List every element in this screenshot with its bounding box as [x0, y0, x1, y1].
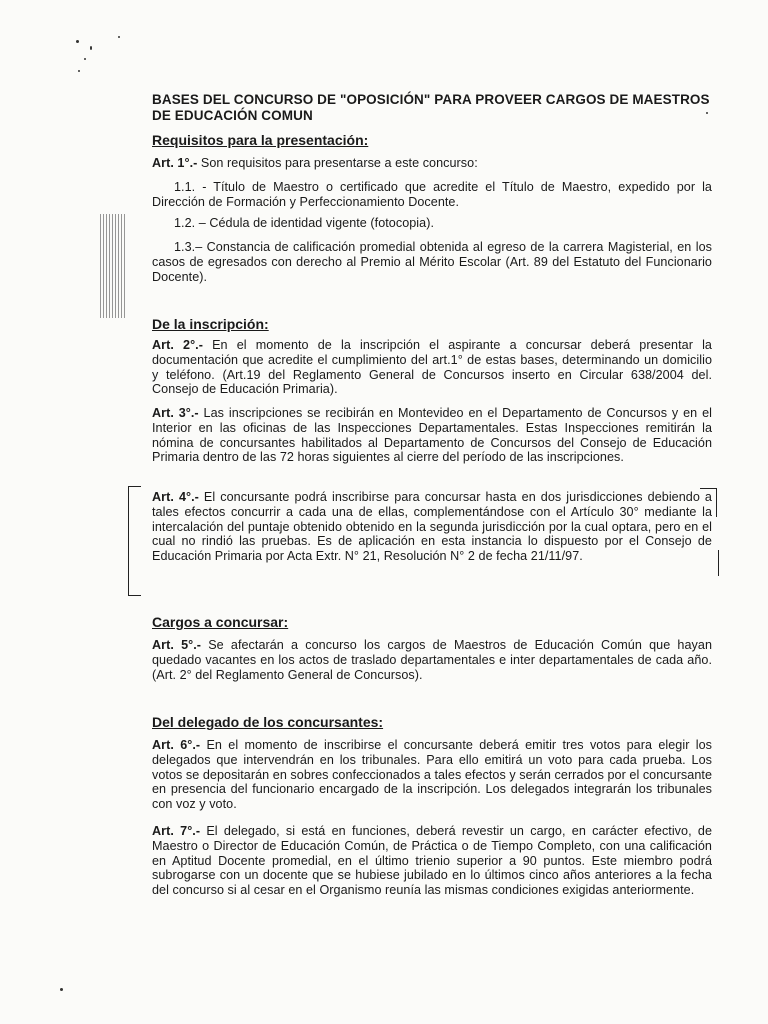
section-heading-delegado: Del delegado de los concursantes: [152, 714, 384, 730]
requirement-1-3: 1.3.– Constancia de calificación promedial obtenida al egreso de la carrera Magisterial, en los casos de egresados con derecho al Premio al Mérito Escolar (Art. 89 del Estatuto del Funcionario Docente). [152, 240, 712, 284]
article-2 [152, 338, 712, 397]
article-1-text: Son requisitos para presentarse a este concurso: [197, 156, 478, 170]
section-heading-cargos: Cargos a concursar: [152, 614, 289, 630]
article-7-text: El delegado, si está en funciones, deberá revestir un cargo, en carácter efectivo, de Maestro o Director de Educación Común, de Práctica o de Tiempo Completo, con una calificación en Aptitud Docente promedial, en el último trienio superior a 90 puntos. Este miembro podrá subrogarse con un docente que se hubiese jubilado en lo últimos cinco años anteriores a la fecha del concurso si al cesar en el Organismo reunía las mismas condiciones exigidas anteriormente. [152, 824, 712, 898]
binding-marks [100, 214, 126, 318]
article-5-label: Art. 5°.- [152, 638, 202, 652]
article-4-label: Art. 4°.- [152, 490, 199, 504]
article-3-text: Las inscripciones se recibirán en Montevideo en el Departamento de Concursos y en el Interior en las oficinas de las Inspecciones Departamentales. Estas Inspecciones remitirán la nómina de concursantes habilitados al Departamento de Concursos del Consejo de Educación Primaria dentro de las 72 horas siguientes al cierre del período de las inscripciones. [152, 406, 712, 465]
requirement-1-2: 1.2. – Cédula de identidad vigente (fotocopia). [174, 216, 434, 230]
article-1-label: Art. 1°.- [152, 156, 198, 170]
article-3 [152, 406, 712, 465]
handwritten-bracket-right [700, 488, 717, 517]
document-title: BASES DEL CONCURSO DE "OPOSICIÓN" PARA PROVEER CARGOS DE MAESTROS DE EDUCACIÓN COMUN [152, 92, 710, 123]
article-3-label: Art. 3°.- [152, 406, 199, 420]
article-6 [152, 738, 712, 812]
article-4-text: El concursante podrá inscribirse para concursar hasta en dos jurisdicciones debiendo a tales efectos concurrir a cada una de ellas, complementándose con el Artículo 30° mediante la intercalación del puntaje obtenido obtenido en la segunda jurisdicción por la cual optara, pero en el cual no rindió las pruebas. Es de aplicación en esta instancia lo dispuesto por el Consejo de Educación Primaria por Acta Extr. N° 21, Resolución N° 2 de fecha 21/11/97. [152, 490, 712, 564]
article-1 [152, 156, 712, 171]
article-7-label: Art. 7°.- [152, 824, 201, 838]
article-7 [152, 824, 712, 898]
article-4 [152, 490, 712, 564]
article-2-label: Art. 2°.- [152, 338, 203, 352]
requirement-1-1: 1.1. - Título de Maestro o certificado que acredite el Título de Maestro, expedido por la Dirección de Formación y Perfeccionamiento Docente. [152, 180, 712, 209]
article-2-text: En el momento de la inscripción el aspirante a concursar deberá presentar la documentación que acredite el cumplimiento del art.1° de estas bases, determinando un domicilio y teléfono. (Art.19 del Reglamento General de Concursos inserto en Circular 638/2004 del. Consejo de Educación Primaria). [152, 338, 712, 397]
article-6-label: Art. 6°.- [152, 738, 201, 752]
section-heading-requisitos: Requisitos para la presentación: [152, 132, 369, 148]
handwritten-bracket-right-lower [710, 550, 719, 576]
handwritten-bracket-left [128, 486, 141, 596]
article-6-text: En el momento de inscribirse el concursante deberá emitir tres votos para elegir los delegados que intervendrán en los tribunales. Para ello emitirá un voto para cada prueba. Los votos se depositarán en sobres confeccionados a tales efectos y serán cerrados por el concursante en presencia del funcionario encargado de la inscripción. Los delegados integrarán los tribunales con voz y voto. [152, 738, 712, 812]
article-5 [152, 638, 712, 682]
section-heading-inscripcion: De la inscripción: [152, 316, 269, 332]
article-5-text: Se afectarán a concurso los cargos de Maestros de Educación Común que hayan quedado vacantes en los actos de traslado departamentales e inter departamentales de cada año. (Art. 2° del Reglamento General de Concursos). [152, 638, 712, 682]
